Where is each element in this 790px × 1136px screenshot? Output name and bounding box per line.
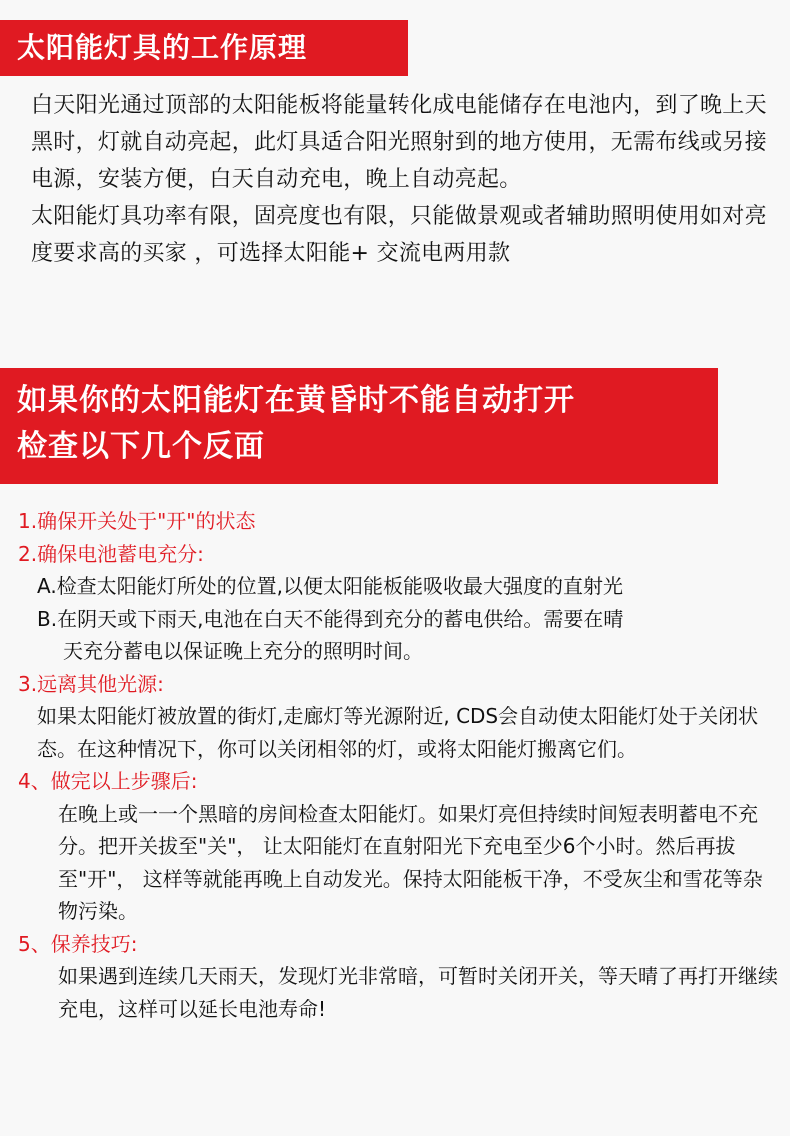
item-5-heading: 5、保养技巧: [18,931,138,956]
section-title-working-principle: 太阳能灯具的工作原理 [0,20,408,76]
item-4-body: 在晚上或一一个黑暗的房间检查太阳能灯。如果灯亮但持续时间短表明蓄电不充分。把开关拔至"关"， 让太阳能灯在直射阳光下充电至少6个小时。然后再拔至"开"， 这样等就能再晚上自动发光。保持太阳能板干净，不受灰尘和雪花等杂物污染。 [58,801,763,923]
item-2b-text-line-1: B.在阴天或下雨天,电池在白天不能得到充分的蓄电供给。需要在晴 [37,606,624,631]
troubleshooting-title-line-2: 检查以下几个反面 [17,429,265,464]
intro-paragraph-1: 白天阳光通过顶部的太阳能板将能量转化成电能储存在电池内，到了晚上天黑时，灯就自动亮起，此灯具适合阳光照射到的地方使用，无需布线或另接电源，安装方便，白天自动充电，晚上自动亮起。 [31,93,767,192]
item-3-body: 如果太阳能灯被放置的街灯,走廊灯等光源附近, CDS会自动使太阳能灯处于关闭状态。在这种情况下，你可以关闭相邻的灯，或将太阳能灯搬离它们。 [37,704,759,761]
troubleshooting-title-line-1: 如果你的太阳能灯在黄昏时不能自动打开 [17,383,575,418]
item-2b-text-line-2: 天充分蓄电以保证晚上充分的照明时间。 [63,639,423,663]
item-1-heading: 1.确保开关处于"开"的状态 [18,509,256,533]
troubleshooting-list [18,505,778,1025]
item-2-heading: 2.确保电池蓄电充分: [18,541,204,566]
intro-paragraph-2: 太阳能灯具功率有限，固亮度也有限，只能做景观或者辅助照明使用如对亮度要求高的买家 ，可选择太阳能+ 交流电两用款 [31,204,767,266]
section-title-troubleshooting [0,368,718,484]
intro-text [31,87,771,272]
item-5-body: 如果遇到连续几天雨天，发现灯光非常暗，可暂时关闭开关，等天晴了再打开继续充电，这样可以延长电池寿命! [58,964,778,1021]
item-4-heading: 4、做完以上步骤后: [18,769,198,793]
item-3-heading: 3.远离其他光源: [18,671,164,696]
item-2a-text: A.检查太阳能灯所处的位置,以便太阳能板能吸收最大强度的直射光 [37,574,624,598]
